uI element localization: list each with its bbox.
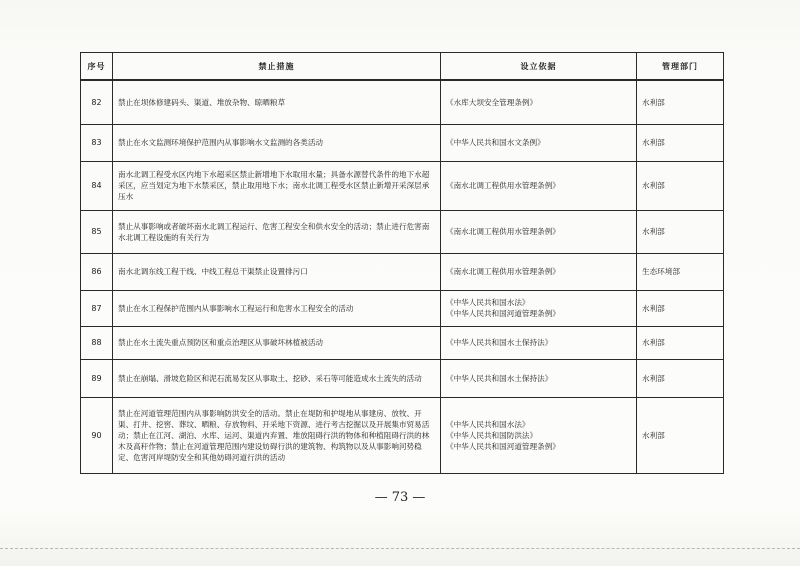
legal-basis-item: 《中华人民共和国河道管理条例》 (446, 309, 560, 318)
row-legal-basis (441, 80, 637, 124)
legal-basis-item: 《南水北调工程供用水管理条例》 (446, 227, 560, 236)
table-row (81, 161, 724, 210)
row-managing-department: 水利部 (637, 161, 724, 210)
row-prohibition-measure: 禁止在崩塌、滑坡危险区和泥石流易发区从事取土、挖砂、采石等可能造成水土流失的活动 (113, 359, 441, 397)
table-row (81, 326, 724, 359)
legal-basis-item: 《中华人民共和国水文条例》 (446, 138, 545, 147)
legal-basis-item: 《南水北调工程供用水管理条例》 (446, 267, 560, 276)
table-body (81, 80, 724, 473)
row-legal-basis (441, 161, 637, 210)
row-legal-basis (441, 359, 637, 397)
legal-basis-item: 《中华人民共和国水土保持法》 (446, 338, 553, 347)
table-row (81, 124, 724, 161)
table-row (81, 397, 724, 473)
legal-basis-item: 《中华人民共和国水法》 (446, 419, 530, 429)
row-serial-number: 83 (81, 124, 113, 161)
row-managing-department: 水利部 (637, 397, 724, 473)
row-managing-department: 水利部 (637, 290, 724, 326)
header-serial-number: 序号 (81, 53, 113, 81)
row-legal-basis (441, 397, 637, 473)
row-serial-number: 82 (81, 80, 113, 124)
row-serial-number: 87 (81, 290, 113, 326)
prohibition-measures-table (80, 52, 724, 474)
row-prohibition-measure: 南水北调东线工程干线、中线工程总干渠禁止设置排污口 (113, 253, 441, 290)
scan-edge-line (0, 548, 800, 550)
row-legal-basis (441, 326, 637, 359)
header-managing-department: 管理部门 (637, 53, 724, 81)
table-header-row (81, 53, 724, 81)
legal-basis-item: 《中华人民共和国水土保持法》 (446, 373, 553, 383)
row-legal-basis (441, 290, 637, 326)
table-row (81, 253, 724, 290)
row-serial-number: 86 (81, 253, 113, 290)
row-prohibition-measure: 禁止在坝体修建码头、渠道、堆放杂物、晾晒粮草 (113, 80, 441, 124)
row-prohibition-measure: 禁止在河道管理范围内从事影响防洪安全的活动。禁止在堤防和护堤地从事建房、放牧、开渠、打井、挖窖、葬坟、晒粮、存放物料、开采地下资源、进行考古挖掘以及开展集市贸易活动；禁止在江河、湖泊、水库、运河、渠道内弃置、堆放阻碍行洪的物体和种植阻碍行洪的林木及高秆作物；禁止在河道管理范围内建设妨碍行洪的建筑物、构筑物以及从事影响河势稳定、危害河岸堤防安全和其他妨碍河道行洪的活动 (113, 397, 441, 473)
row-managing-department: 生态环境部 (637, 253, 724, 290)
legal-basis-item: 《中华人民共和国防洪法》 (446, 430, 538, 440)
table-row (81, 290, 724, 326)
legal-basis-item: 《中华人民共和国河道管理条例》 (446, 441, 560, 451)
header-legal-basis: 设立依据 (441, 53, 637, 81)
row-serial-number: 84 (81, 161, 113, 210)
row-legal-basis (441, 210, 637, 253)
legal-basis-item: 《南水北调工程供用水管理条例》 (446, 181, 560, 190)
row-serial-number: 85 (81, 210, 113, 253)
row-prohibition-measure: 禁止从事影响或者破坏南水北调工程运行、危害工程安全和供水安全的活动；禁止进行危害南水北调工程设施的有关行为 (113, 210, 441, 253)
row-managing-department: 水利部 (637, 359, 724, 397)
row-serial-number: 90 (81, 397, 113, 473)
row-prohibition-measure: 禁止在水工程保护范围内从事影响水工程运行和危害水工程安全的活动 (113, 290, 441, 326)
page-number: — 73 — (374, 490, 426, 505)
row-managing-department: 水利部 (637, 124, 724, 161)
row-prohibition-measure: 南水北调工程受水区内地下水超采区禁止新增地下水取用水量；具备水源替代条件的地下水超采区，应当划定为地下水禁采区，禁止取用地下水；南水北调工程受水区禁止新增开采深层承压水 (113, 161, 441, 210)
legal-basis-item: 《水库大坝安全管理条例》 (446, 97, 538, 107)
row-legal-basis (441, 253, 637, 290)
table-row (81, 359, 724, 397)
row-prohibition-measure: 禁止在水文监测环境保护范围内从事影响水文监测的各类活动 (113, 124, 441, 161)
row-serial-number: 89 (81, 359, 113, 397)
table-row (81, 80, 724, 124)
table-row (81, 210, 724, 253)
row-managing-department: 水利部 (637, 210, 724, 253)
row-serial-number: 88 (81, 326, 113, 359)
row-managing-department: 水利部 (637, 326, 724, 359)
row-prohibition-measure: 禁止在水土流失重点预防区和重点治理区从事破坏林植被活动 (113, 326, 441, 359)
row-legal-basis (441, 124, 637, 161)
header-prohibition-measures: 禁止措施 (113, 53, 441, 81)
legal-basis-item: 《中华人民共和国水法》 (446, 298, 530, 307)
row-managing-department: 水利部 (637, 80, 724, 124)
